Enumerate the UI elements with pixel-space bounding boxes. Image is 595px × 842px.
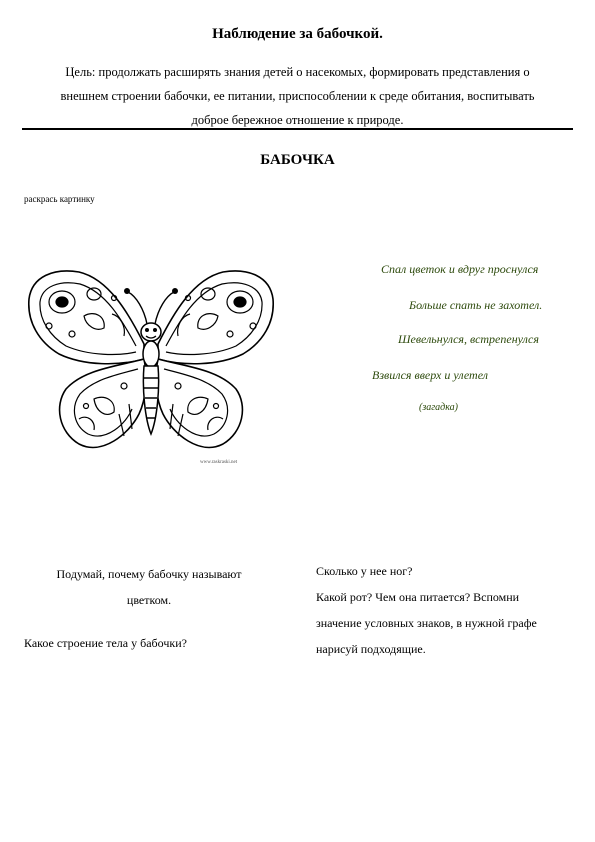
riddle-line: Взвился вверх и улетел [372,368,488,382]
butterfly-coloring-image [24,254,278,468]
question-body-structure: Какое строение тела у бабочки? [24,636,187,650]
coloring-instruction: раскрась картинку [24,194,95,204]
divider [22,128,573,130]
question-line: цветком. [126,593,172,607]
goal-paragraph [22,60,573,132]
right-upper-wing [158,271,273,364]
riddle-note: (загадка) [419,402,458,413]
riddle-line: Больше спать не захотел. [409,298,543,312]
goal-line: Цель: продолжать расширять знания детей о насекомых, формировать представления о [65,65,530,79]
left-upper-wing [29,271,144,364]
question-line: Какой рот? Чем она питается? Вспомни [316,590,520,604]
butterfly-abdomen [143,366,158,434]
question-block-right [316,558,576,662]
section-heading: БАБОЧКА [260,152,335,168]
riddle-line: Спал цветок и вдруг проснулся [381,262,539,276]
goal-line: внешнем строении бабочки, ее питании, приспособлении к среде обитания, воспитывать [60,89,535,103]
question-line: значение условных знаков, в нужной графе [316,616,537,630]
butterfly-thorax [143,341,159,367]
question-line: Сколько у нее ног? [316,564,413,578]
question-line: нарисуй подходящие. [316,642,426,656]
right-lower-wing [156,359,242,447]
image-credit: www.raskraski.net [200,460,238,465]
riddle-line: Шевельнулся, встрепенулся [398,332,539,346]
goal-line: доброе бережное отношение к природе. [191,113,404,127]
page-title: Наблюдение за бабочкой. [212,26,383,42]
question-line: Подумай, почему бабочку называют [56,567,242,581]
left-lower-wing [60,359,146,447]
question-block-left [24,561,274,613]
